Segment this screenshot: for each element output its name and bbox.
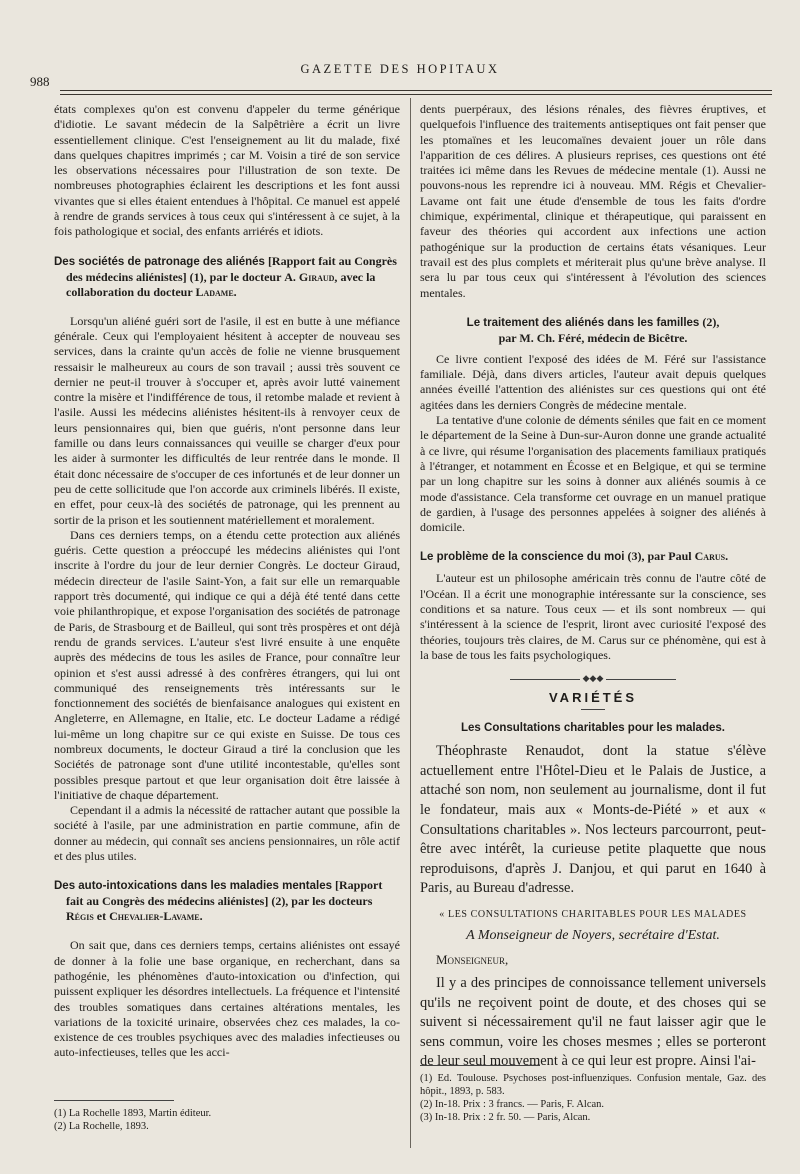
footnote-rule [420, 1065, 540, 1066]
section-heading [420, 549, 766, 565]
section-heading [420, 720, 766, 736]
author-name: Régis [66, 909, 94, 924]
section-heading-text: par M. Ch. Féré, médecin de Bicêtre. [498, 330, 688, 345]
section-title: Des sociétés de patronage des aliénés [54, 255, 265, 268]
short-rule [581, 709, 605, 710]
header-rule-thick [60, 94, 772, 95]
footnote: (2) La Rochelle, 1893. [54, 1121, 149, 1132]
header-rule [60, 90, 772, 91]
paragraph: états complexes qu'on est convenu d'appeler du terme générique d'idiotie. Le savant médecin de la Salpêtrière a écrit un livre essentiellement clinique. C'est l'enseignement au lit du malade, fixé dans quelques chapitres imprimés ; car M. Voisin a tiré de son service les observations nécessaires pour l'illustration de son texte. De nombreuses photographies éclairent les descriptions et les font aussi vivantes que si elles étaient entendues à l'hôpital. Ce manuel est appelé à rendre de grands services à tous ceux qui s'intéressent à ce sujet, à la fois pathologique et social, des enfants arriérés et idiots. [54, 102, 400, 239]
reprint-title: « LES CONSULTATIONS CHARITABLES POUR LES MALADES [439, 908, 747, 920]
ornament-line [606, 679, 676, 680]
paragraph: On sait que, dans ces derniers temps, certains aliénistes ont essayé de donner à la folie une base organique, en recherchant, dans sa pathogénie, les phénomènes d'auto-intoxication ou d'infection, qui puissent expliquer les désordres intellectuels. La fréquence et l'intensité des troubles somatiques dans certaines altérations mentales, les variations de la toxicité urinaire, observées chez ces malades, la co-existence de ces troubles psychiques avec des maladies infectieuses ou auto-infectieuses, telles que les acci- [54, 938, 400, 1060]
left-footnotes [54, 1090, 400, 1133]
paragraph: La tentative d'une colonie de déments séniles que fait en ce moment le département de la Seine à Dun-sur-Auron donne une grande actualité à ce livre, qui résume l'organisation des placements familiaux pratiqués à l'étranger, et notamment en Écosse et en Belgique, et qui se termine par un long chapitre sur les soins à donner aux aliénés soumis à ce mode d'assistance. Cela transforme cet ouvrage en un manuel pratique de gardien, à l'usage des personnes appelées à soigner des aliénés à domicile. [420, 413, 766, 535]
right-footnotes [420, 1055, 766, 1124]
paragraph: Cependant il a admis la nécessité de rattacher autant que possible la société à l'asile, par une administration en partie commune, afin de donner au médecin, qui connaît ses anciens pensionnaires, un rôle actif et des plus utiles. [54, 803, 400, 864]
section-title: Le traitement des aliénés dans les familles [466, 316, 700, 329]
section-heading-text: [Rapport fait au Congrès des médecins aliénistes] (1), par le docteur [66, 253, 397, 284]
section-heading [54, 878, 400, 924]
author-name: Ladame. [195, 284, 237, 299]
section-heading [420, 315, 766, 346]
section-heading [54, 254, 400, 300]
paragraph-large: Il y a des principes de connoissance tellement universels qu'ils ne reçoivent point de doute, et des choses qui se suivent si nécessairement qu'il ne faut laisser agir que le sens commun, voire les choses mesmes ; elles se porteront de leur seul mouvement à ce qui leur est propre. Ainsi l'ai- [420, 974, 766, 1070]
paragraph-large: Théophraste Renaudot, dont la statue s'élève actuellement entre l'Hôtel-Dieu et le Palais de Justice, a attaché son nom, non seulement au journalisme, dont il fut le fondateur, mais aux « Monts-de-Piété » et aux « Consultations charitables ». Nos lecteurs parcourront, peut-être avec intérêt, la curieuse petite plaquette que nous reproduisons, d'après J. Danjou, et qui parut en 1640 à Paris, au Bureau d'adresse. [420, 743, 766, 897]
column-separator [410, 98, 411, 1148]
footnote: (2) In-18. Prix : 3 francs. — Paris, F. Alcan. [420, 1099, 605, 1110]
dedication: A Monseigneur de Noyers, secrétaire d'Estat. [466, 927, 720, 943]
left-column [54, 102, 400, 1061]
footnote: (3) In-18. Prix : 2 fr. 50. — Paris, Alcan. [420, 1112, 591, 1123]
section-heading-text: avec la collaboration du docteur [66, 269, 376, 299]
ornament-glyph: ◆◆◆ [582, 673, 604, 684]
paragraph: Lorsqu'un aliéné guéri sort de l'asile, il est en butte à une méfiance générale. Ceux qui l'employaient hésitent à accepter de nouveau ses services, dans la crainte qu'un accès de folie ne vienne brusquement ressaisir le malheureux au cours de son travail ; aussi très souvent ce dernier ne peut-il trouver à s'occuper et, après avoir lutté vainement contre la misère et l'indifférence de tous, il retombe malade et revient à l'asile. Aussi les médecins aliénistes hésitent-ils à renvoyer ceux de leurs pensionnaires qui, bien que guéris, n'ont personne dans leur famille ou dans leurs connaissances qui veuille se charger d'eux pour les aider à surmonter les difficultés de leur rentrée dans le monde. Il était donc nécessaire de s'occuper de ces infortunés et de leur donner un peu de cette sollicitude que l'on accorde aux criminels libérés. Il existe, en effet, pour ceux-là des sociétés de patronage, qui les prennent au sortir de la prison et les soutiennent matériellement et moralement. [54, 313, 400, 527]
varietes-heading: VARIÉTÉS [548, 690, 638, 706]
footnote: (1) Ed. Toulouse. Psychoses post-influenziques. Confusion mentale, Gaz. des hôpit., 1893, p. 583. [420, 1073, 766, 1097]
ornament-divider [420, 673, 766, 684]
right-column [420, 102, 766, 1072]
paragraph: L'auteur est un philosophe américain très connu de l'autre côté de l'Océan. Il a écrit une monographie intéressante sur la conscience, ses conditions et sa nature. Tous ceux — et ils sont nombreux — qui s'intéressent à la science de l'esprit, liront avec curiosité l'exposé des théories, toujours très claires, de M. Carus sur ce phénomène, qui est à la base de tous les faits psychologiques. [420, 571, 766, 662]
author-name: A. Giraud, [284, 269, 338, 284]
paragraph: Ce livre contient l'exposé des idées de M. Féré sur l'assistance familiale. Déjà, dans divers articles, l'auteur avait depuis quelques années éveillé l'attention des aliénistes sur ces questions qui ont été agitées dans les derniers Congrès de médecine mentale. [420, 351, 766, 412]
section-title: Des auto-intoxications dans les maladies mentales [54, 880, 333, 893]
section-heading-text: [Rapport fait au Congrès des médecins aliénistes] (2), par les docteurs [66, 878, 383, 909]
section-title: Le problème de la conscience du moi [420, 551, 625, 564]
footnote: (1) La Rochelle 1893, Martin éditeur. [54, 1108, 212, 1119]
section-heading-text: (2), [699, 314, 720, 329]
section-title: Les Consultations charitables pour les malades. [461, 722, 725, 735]
footnote-rule [54, 1100, 174, 1101]
author-name: Chevalier-Lavame. [109, 909, 203, 924]
page-number: 988 [30, 74, 50, 89]
section-heading-text: et [93, 909, 110, 924]
section-heading-text: (3), par Paul [624, 549, 695, 564]
masthead: GAZETTE DES HOPITAUX [300, 62, 500, 76]
ornament-line [510, 679, 580, 680]
paragraph: dents puerpéraux, des lésions rénales, des fièvres éruptives, et quelquefois l'influence des traitements antiseptiques ont fait penser que les ptomaïnes et les leucomaïnes devaient jouer un rôle dans l'apparition de ces délires. A plusieurs reprises, ces questions ont été traitées ici même dans les Revues de médecine mentale (1). Aussi ne pouvons-nous les reprendre ici à nouveau. MM. Régis et Chevalier-Lavame ont fait une étude d'ensemble de tous les faits d'ordre chimique, expérimental, clinique et thérapeutique, qui paraissent en faveur des théories qui accordent aux infections une action pathogénique sur la production de certains états vésaniques. Leur travail est des plus complets et mériterait plus qu'une brève analyse. Il sera lu par tous ceux qui s'intéressent à l'évolution des sciences mentales. [420, 102, 766, 300]
paragraph: Dans ces derniers temps, on a étendu cette protection aux aliénés guéris. Cette question a préoccupé les médecins aliénistes qui l'ont inscrite à l'ordre du jour de leur dernier Congrès. Le docteur Giraud, médecin directeur de l'asile Saint-Yon, a fait sur elle un remarquable rapport très documenté, qui indique ce qui a déjà été tenté dans cette voie philanthropique, et expose l'organisation des sociétés de patronage de Paris, de Strasbourg et de Bailleul, qui sont très prospères et ont déjà rendu de grands services. L'auteur s'est livré ensuite à une enquête auprès des médecins de tous les asiles de France, pour connaître leur opinion et s'est aussi adressé à des confrères étrangers, qui lui ont communiqué des renseignements très intéressants sur le fonctionnement des sociétés de bienfaisance analogues qui existent en Angleterre, en Allemagne, en Italie, etc. Le docteur Ladame a rédigé lui-même un long chapitre sur ce qui existe en Suisse. De tous ces nombreux documents, le docteur Giraud a tiré la conclusion que les Sociétés de patronage sont d'une utilité incontestable, qu'elles sont possibles presque partout et que leur organisation doit être laissée à l'initiative de chaque département. [54, 527, 400, 802]
salutation: Monseigneur, [436, 951, 509, 967]
author-name: Carus. [694, 549, 729, 564]
